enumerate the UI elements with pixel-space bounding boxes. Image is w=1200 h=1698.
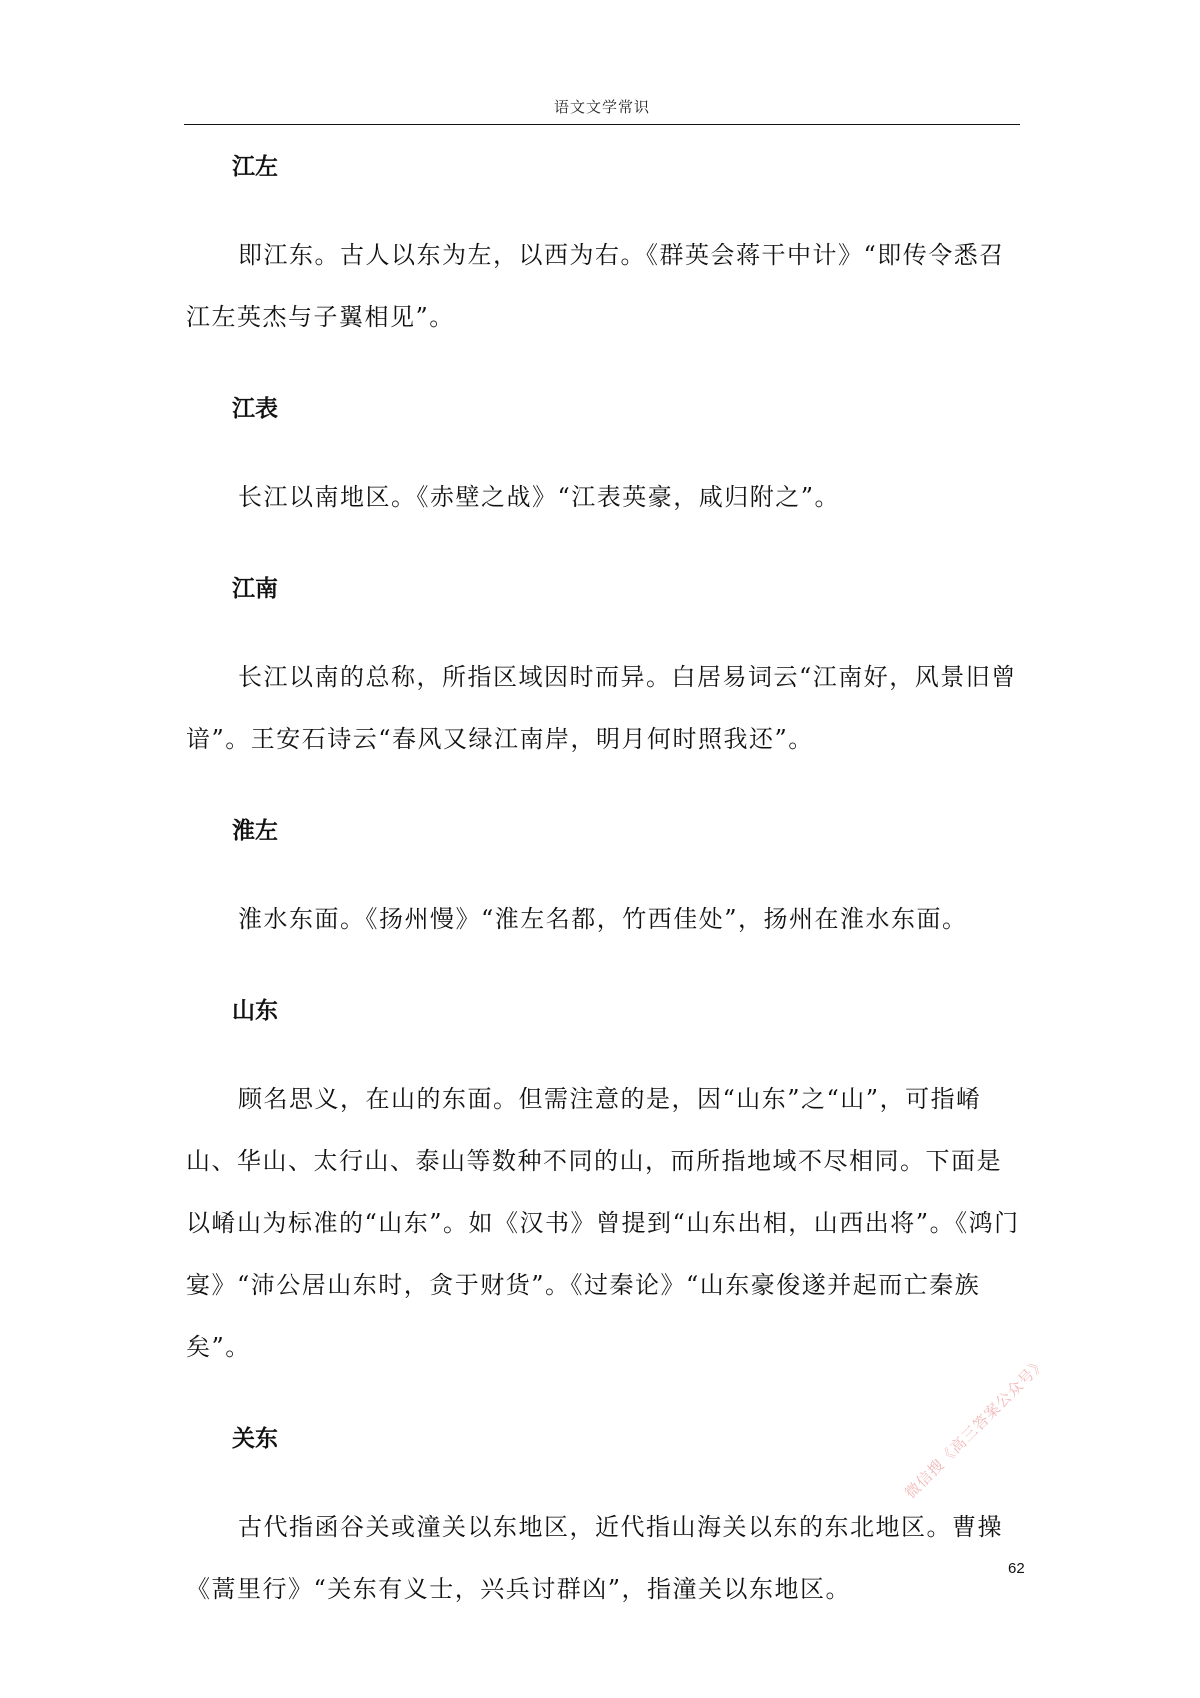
entry-body: 即江东。古人以东为左，以西为右。《群英会蒋干中计》“即传令悉召江左英杰与子翼相见”。 [186,241,1005,331]
page-number: 62 [1008,1560,1025,1577]
header-divider [184,124,1020,125]
entry-body: 长江以南地区。《赤壁之战》“江表英豪，咸归附之”。 [238,483,841,511]
page-header-title: 语文文学常识 [553,98,650,116]
entry-title: 江左 [232,154,278,180]
entry-jiangnan [186,572,1022,770]
watermark: 微信搜《高三答案公众号》 [901,1353,1050,1503]
entry-body: 长江以南的总称，所指区域因时而异。白居易词云“江南好，风景旧曾谙”。王安石诗云“春风又绿江南岸，明月何时照我还”。 [186,663,1017,753]
entry-shandong [186,994,1022,1378]
entry-title: 江表 [232,396,278,422]
entry-guandong [186,1422,1022,1620]
entry-huaizuo [186,814,1022,950]
entry-jiangzuo [186,150,1022,348]
page-content [186,150,1022,1660]
entry-body: 顾名思义，在山的东面。但需注意的是，因“山东”之“山”，可指崤山、华山、太行山、泰山等数种不同的山，而所指地域不尽相同。下面是以崤山为标准的“山东”。如《汉书》曾提到“山东出相，山西出将”。《鸿门宴》“沛公居山东时，贪于财货”。《过秦论》“山东豪俊遂并起而亡秦族矣”。 [186,1085,1020,1361]
entry-body: 古代指函谷关或潼关以东地区，近代指山海关以东的东北地区。曹操《蒿里行》“关东有义士，兴兵讨群凶”，指潼关以东地区。 [186,1513,1003,1603]
entry-title: 山东 [232,998,278,1024]
entry-title: 关东 [232,1426,278,1452]
entry-body: 淮水东面。《扬州慢》“淮左名都，竹西佳处”，扬州在淮水东面。 [238,905,968,933]
entry-title: 淮左 [232,818,278,844]
entry-title: 江南 [232,576,278,602]
entry-jiangbiao [186,392,1022,528]
